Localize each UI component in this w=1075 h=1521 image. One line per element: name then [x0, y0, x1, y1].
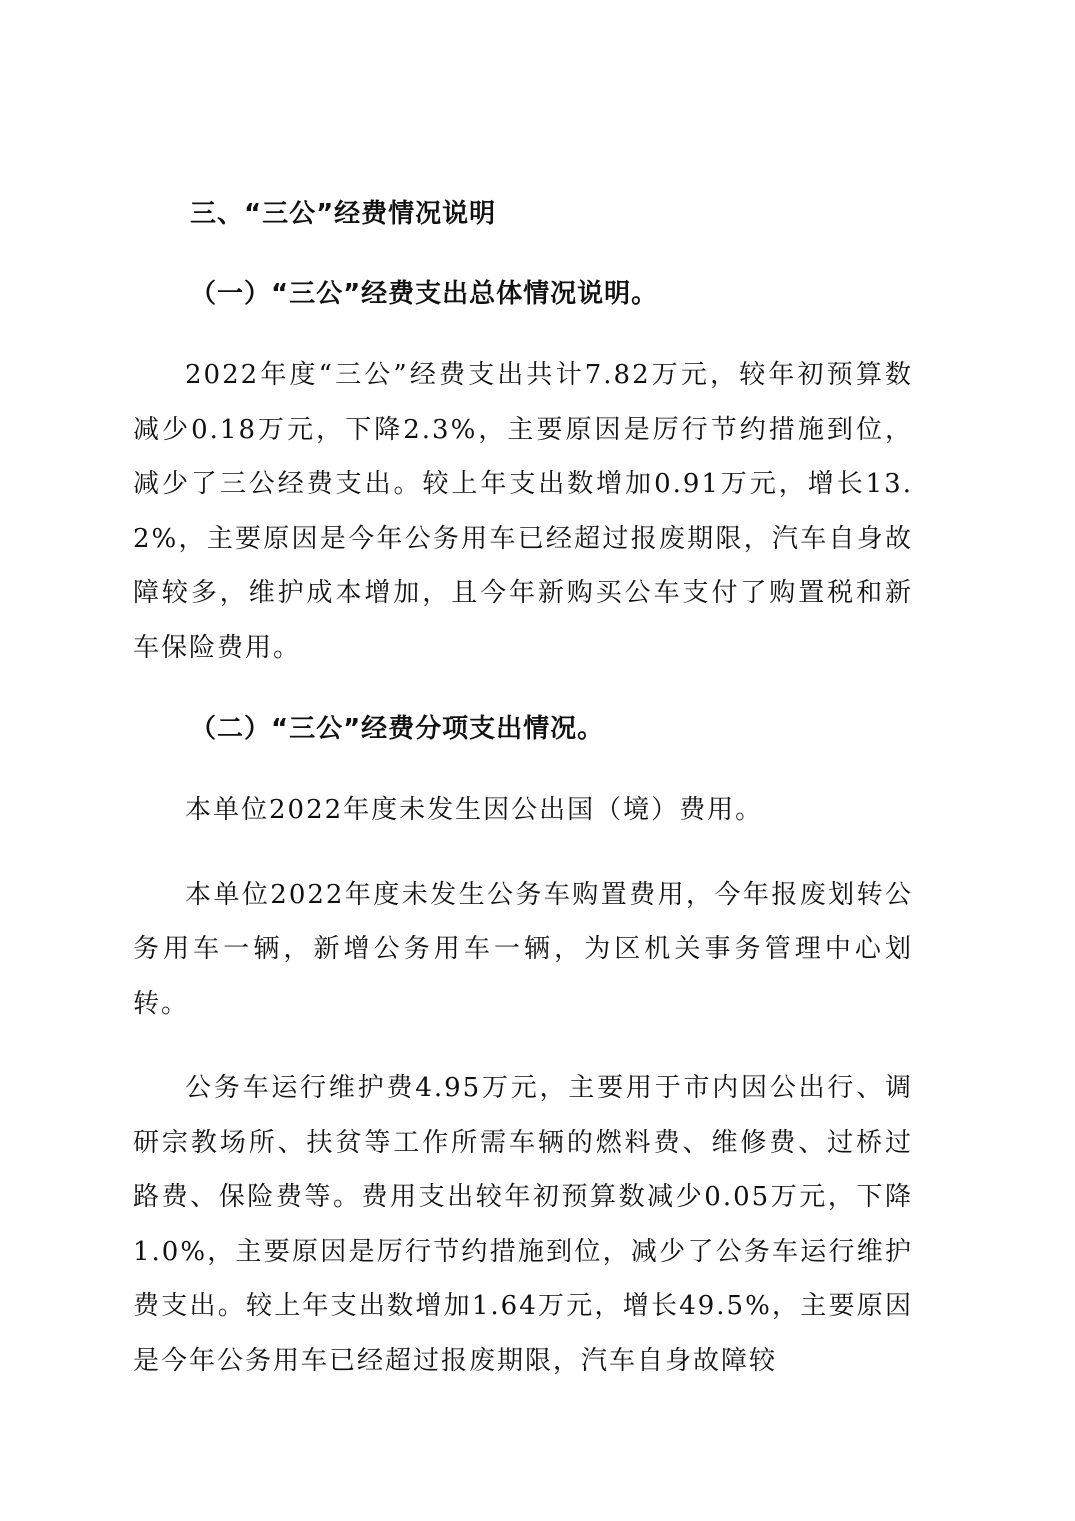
section-title: 三、“三公”经费情况说明 — [190, 199, 497, 229]
paragraph-overseas-travel: 本单位2022年度未发生因公出国（境）费用。 — [185, 795, 764, 825]
paragraph-vehicle-purchase: 本单位2022年度未发生公务车购置费用，今年报废划转公务用车一辆，新增公务用车一辆，为区机关事务管理中心划转。 — [133, 879, 913, 1019]
paragraph-overall-spending: 2022年度“三公”经费支出共计7.82万元，较年初预算数减少0.18万元，下降2.3%，主要原因是厉行节约措施到位，减少了三公经费支出。较上年支出数增加0.91万元，增长13.2%，主要原因是今年公务用车已经超过报废期限，汽车自身故障较多，维护成本增加，且今年新购买公车支付了购置税和新车保险费用。 — [133, 360, 913, 663]
document-body — [133, 190, 913, 1418]
paragraph-vehicle-maintenance: 公务车运行维护费4.95万元，主要用于市内因公出行、调研宗教场所、扶贫等工作所需车辆的燃料费、维修费、过桥过路费、保险费等。费用支出较年初预算数减少0.05万元，下降1.0%，主要原因是厉行节约措施到位，减少了公务车运行维护费支出。较上年支出数增加1.64万元，增长49.5%，主要原因是今年公务用车已经超过报废期限，汽车自身故障较 — [133, 1073, 913, 1376]
subsection-title-2: （二）“三公”经费分项支出情况。 — [190, 714, 605, 744]
subsection-title-1: （一）“三公”经费支出总体情况说明。 — [190, 279, 659, 309]
